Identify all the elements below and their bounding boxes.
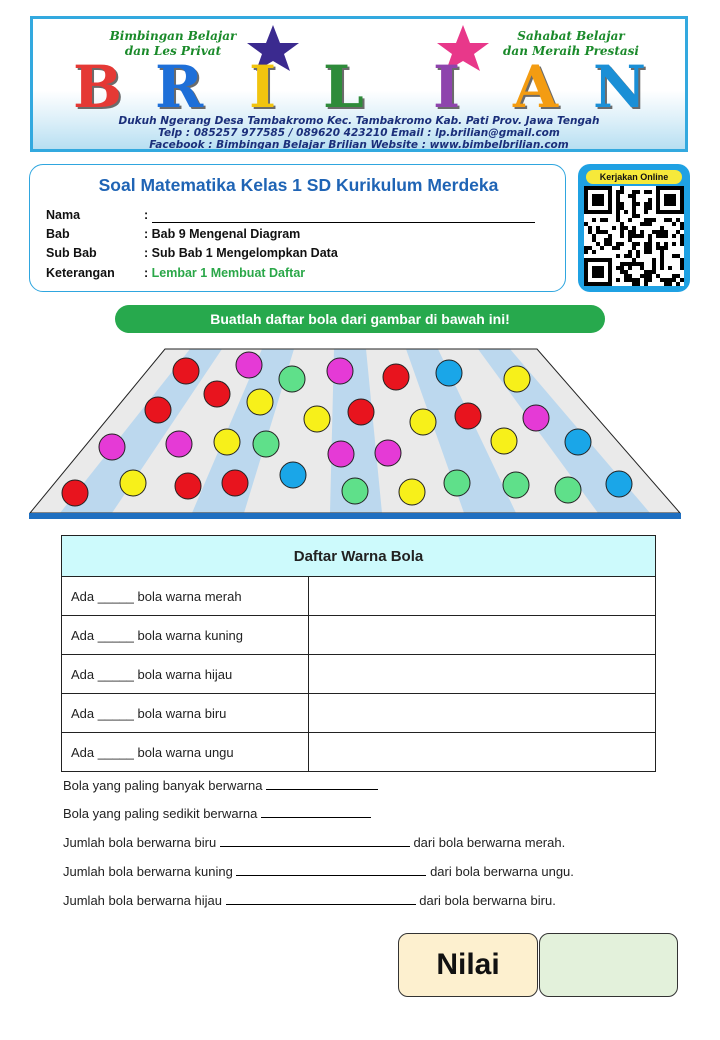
question-2: Bola yang paling sedikit berwarna (63, 806, 371, 821)
row-label: Ada _____ bola warna biru (62, 694, 309, 733)
answer-cell[interactable] (309, 733, 656, 772)
table-header: Daftar Warna Bola (62, 536, 656, 577)
score-box[interactable] (539, 933, 678, 997)
field-label-keterangan: Keterangan (46, 266, 115, 280)
ball-yellow (410, 409, 436, 435)
answer-cell[interactable] (309, 655, 656, 694)
answer-cell[interactable] (309, 577, 656, 616)
ball-purple (327, 358, 353, 384)
question-4: Jumlah bola berwarna kuning dari bola berwarna ungu. (63, 864, 574, 879)
answer-line[interactable] (266, 788, 378, 790)
tagline-right: Sahabat Belajar dan Meraih Prestasi (503, 29, 639, 58)
ball-red (348, 399, 374, 425)
ball-yellow (120, 470, 146, 496)
ball-purple (99, 434, 125, 460)
answer-line[interactable] (226, 903, 416, 905)
color-list-table (61, 535, 656, 772)
ball-green (555, 477, 581, 503)
score-label: Nilai (398, 933, 538, 997)
ball-red (145, 397, 171, 423)
brand-letter: B (73, 53, 123, 121)
ball-green (444, 470, 470, 496)
ball-yellow (504, 366, 530, 392)
ball-red (62, 480, 88, 506)
ball-red (455, 403, 481, 429)
ball-red (222, 470, 248, 496)
field-label-subbab: Sub Bab (46, 246, 97, 260)
row-label: Ada _____ bola warna merah (62, 577, 309, 616)
ball-green (279, 366, 305, 392)
tagline-left: Bimbingan Belajar dan Les Privat (109, 29, 237, 58)
field-value-bab: : Bab 9 Mengenal Diagram (144, 227, 301, 241)
table-row (62, 733, 656, 772)
question-3: Jumlah bola berwarna biru dari bola berwarna merah. (63, 835, 566, 850)
table-row (62, 694, 656, 733)
row-label: Ada _____ bola warna ungu (62, 733, 309, 772)
ball-blue (565, 429, 591, 455)
ball-blue (280, 462, 306, 488)
question-5: Jumlah bola berwarna hijau dari bola berwarna biru. (63, 893, 556, 908)
field-label-bab: Bab (46, 227, 70, 241)
answer-line[interactable] (236, 874, 426, 876)
brand-letter: N (593, 53, 647, 121)
ball-red (173, 358, 199, 384)
field-value-nama: : (144, 208, 149, 222)
ball-yellow (304, 406, 330, 432)
ball-green (342, 478, 368, 504)
ball-red (383, 364, 409, 390)
table-row (62, 655, 656, 694)
row-label: Ada _____ bola warna kuning (62, 616, 309, 655)
answer-line[interactable] (220, 845, 410, 847)
field-label-nama: Nama (46, 208, 81, 222)
ball-green (503, 472, 529, 498)
instruction-banner: Buatlah daftar bola dari gambar di bawah ini! (115, 305, 605, 333)
brand-letter: I (433, 53, 461, 121)
ball-purple (523, 405, 549, 431)
ball-yellow (247, 389, 273, 415)
answer-line[interactable] (261, 816, 371, 818)
ball-blue (436, 360, 462, 386)
address-line: Dukuh Ngerang Desa Tambakromo Kec. Tambakromo Kab. Pati Prov. Jawa Tengah (118, 115, 600, 127)
ball-red (204, 381, 230, 407)
field-value-subbab: : Sub Bab 1 Mengelompkan Data (144, 246, 338, 260)
table-row (62, 616, 656, 655)
page-title: Soal Matematika Kelas 1 SD Kurikulum Merdeka (98, 175, 499, 195)
ball-yellow (491, 428, 517, 454)
ball-green (253, 431, 279, 457)
answer-cell[interactable] (309, 694, 656, 733)
ball-yellow (214, 429, 240, 455)
row-label: Ada _____ bola warna hijau (62, 655, 309, 694)
brand-letter: L (323, 53, 364, 121)
ball-red (175, 473, 201, 499)
ball-purple (328, 441, 354, 467)
brand-letter: A (513, 53, 559, 121)
social-line: Facebook : Bimbingan Belajar Brilian Website : www.bimbelbrilian.com (149, 139, 569, 151)
contact-line: Telp : 085257 977585 / 089620 423210 Email : lp.brilian@gmail.com (158, 127, 560, 139)
brand-letter: R (155, 53, 204, 121)
qr-label: Kerjakan Online (586, 170, 682, 184)
field-value-keterangan: : Lembar 1 Membuat Daftar (144, 266, 306, 280)
ball-purple (375, 440, 401, 466)
table-row (62, 577, 656, 616)
ball-blue (606, 471, 632, 497)
question-1: Bola yang paling banyak berwarna (63, 778, 378, 793)
brand-letter: I (249, 53, 277, 121)
ball-yellow (399, 479, 425, 505)
answer-cell[interactable] (309, 616, 656, 655)
ball-purple (236, 352, 262, 378)
tray-base (29, 513, 681, 519)
ball-purple (166, 431, 192, 457)
